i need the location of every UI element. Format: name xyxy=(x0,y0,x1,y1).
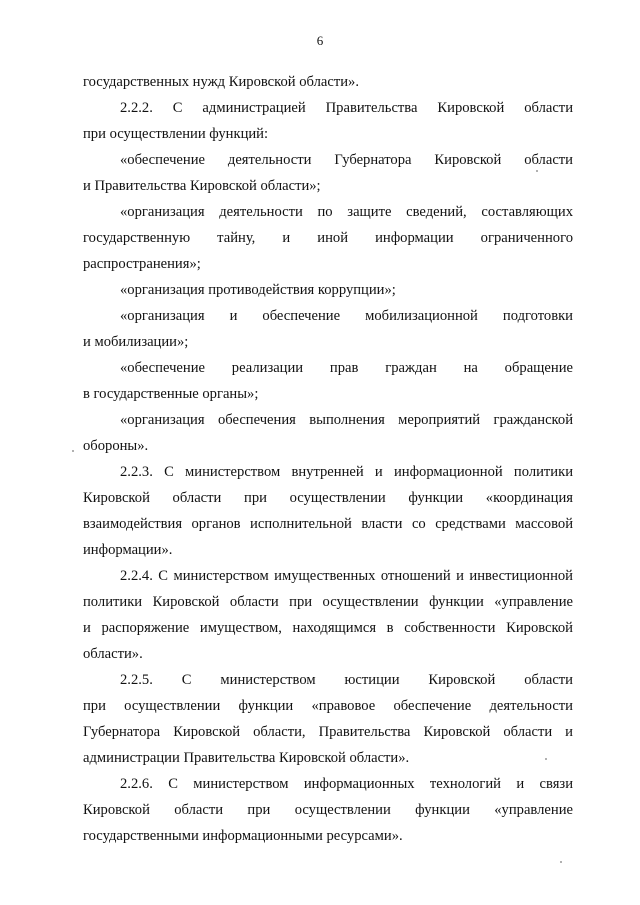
text-line: взаимодействия органов исполнительной власти со средствами массовой xyxy=(83,516,573,532)
text-line: 2.2.5. С министерством юстиции Кировской области xyxy=(120,672,573,688)
scan-speck xyxy=(545,758,547,760)
text-line: «организация противодействия коррупции»; xyxy=(120,282,396,298)
text-line: при осуществлении функций: xyxy=(83,126,269,142)
scan-speck xyxy=(536,170,538,172)
text-line: «организация обеспечения выполнения мероприятий гражданской xyxy=(120,412,573,428)
text-line: «обеспечение деятельности Губернатора Кировской области xyxy=(120,152,573,168)
text-line: распространения»; xyxy=(83,256,201,272)
text-line: Губернатора Кировской области, Правительства Кировской области и xyxy=(83,724,573,740)
page-number: 6 xyxy=(316,33,324,48)
text-line: политики Кировской области при осуществлении функции «управление xyxy=(83,594,573,610)
text-line: области». xyxy=(83,646,143,662)
text-line: и мобилизации»; xyxy=(83,334,189,350)
scan-speck xyxy=(72,450,74,452)
text-line: и Правительства Кировской области»; xyxy=(83,178,321,194)
text-line: информации». xyxy=(83,542,173,558)
text-line: обороны». xyxy=(83,438,149,454)
text-line: администрации Правительства Кировской области». xyxy=(83,750,410,766)
text-line: при осуществлении функции «правовое обеспечение деятельности xyxy=(83,698,573,714)
text-line: Кировской области при осуществлении функции «координация xyxy=(83,490,573,506)
text-line: в государственные органы»; xyxy=(83,386,259,402)
text-line: государственными информационными ресурсами». xyxy=(83,828,403,844)
text-line: Кировской области при осуществлении функции «управление xyxy=(83,802,573,818)
scan-speck xyxy=(560,861,562,863)
text-line: «организация деятельности по защите сведений, составляющих xyxy=(120,204,573,220)
text-line: и распоряжение имуществом, находящимся в собственности Кировской xyxy=(83,620,573,636)
text-line: 2.2.2. С администрацией Правительства Кировской области xyxy=(120,100,573,116)
text-line: «обеспечение реализации прав граждан на обращение xyxy=(120,360,573,376)
text-line: государственных нужд Кировской области». xyxy=(83,74,359,90)
text-line: государственную тайну, и иной информации ограниченного xyxy=(83,230,573,246)
text-line: 2.2.4. С министерством имущественных отношений и инвестиционной xyxy=(120,568,573,584)
text-line: 2.2.6. С министерством информационных технологий и связи xyxy=(120,776,573,792)
text-line: 2.2.3. С министерством внутренней и информационной политики xyxy=(120,464,573,480)
text-line: «организация и обеспечение мобилизационной подготовки xyxy=(120,308,573,324)
